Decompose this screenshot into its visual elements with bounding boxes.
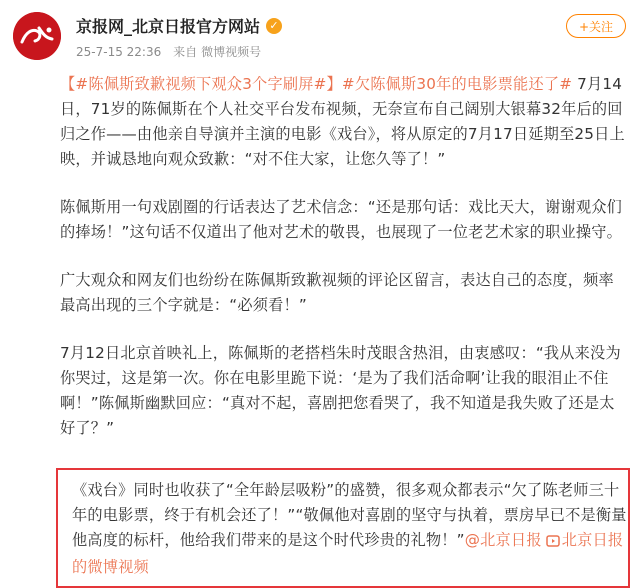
paragraph-1-text: 7月14日，71岁的陈佩斯在个人社交平台发布视频，无奈宣布自己阔别大银幕32年后的回归之作——由他亲自导演并主演的电影《戏台》，将从原定的7月17日延期至25日上映，并诚恳地向观众致歉：“对不住大家，让您久等了！” (60, 75, 625, 168)
verified-badge-icon: ✓ (266, 18, 282, 34)
paragraph-4: 7月12日北京首映礼上，陈佩斯的老搭档朱时茂眼含热泪，由衷感叹：“我从来没为你哭过，这是第一次。你在电影里跪下说：‘是为了我们活命啊’让我的眼泪止不住啊！”陈佩斯幽默回应：“真对不起，喜剧把您看哭了，我不知道是我失败了还是太好了？” (60, 344, 621, 437)
topic-tag-1[interactable]: 【#陈佩斯致歉视频下观众3个字刷屏#】 (60, 75, 342, 93)
paragraph-3: 广大观众和网友们也纷纷在陈佩斯致歉视频的评论区留言，表达自己的态度，频率最高出现的三个字就是：“必须看！” (60, 271, 614, 314)
source-prefix: 来自 (173, 45, 198, 59)
paragraph-1 (60, 72, 628, 172)
video-link-icon (546, 530, 560, 555)
jingbaowang-logo-icon (13, 12, 61, 60)
avatar[interactable] (13, 12, 61, 60)
mention-link[interactable]: @北京日报 (464, 531, 542, 549)
topic-tag-2[interactable]: #欠陈佩斯30年的电影票能还了# (341, 75, 573, 93)
post-body (60, 72, 628, 464)
account-name[interactable]: 京报网_北京日报官方网站 (76, 17, 261, 36)
paragraph-5-text: 《戏台》同时也收获了“全年龄层吸粉”的盛赞，很多观众都表示“欠了陈老师三十年的电影票，终于有机会还了！”“敬佩他对喜剧的坚守与执着，票房早已不是衡量他高度的标杆，他给我们带来的是这个时代珍贵的礼物！” (72, 481, 627, 549)
video-link[interactable]: 北京日报的微博视频 (72, 531, 624, 576)
paragraph-5 (72, 478, 628, 580)
paragraph-2: 陈佩斯用一句戏剧圈的行话表达了艺术信念：“还是那句话：戏比天大，谢谢观众们的捧场！”这句话不仅道出了他对艺术的敬畏，也展现了一位老艺术家的职业操守。 (60, 198, 623, 241)
post-meta (76, 43, 269, 60)
post-header (0, 0, 640, 72)
follow-button[interactable]: +关注 (566, 14, 626, 38)
post-source[interactable]: 微博视频号 (201, 45, 262, 59)
post-date[interactable]: 25-7-15 22:36 (76, 45, 162, 59)
